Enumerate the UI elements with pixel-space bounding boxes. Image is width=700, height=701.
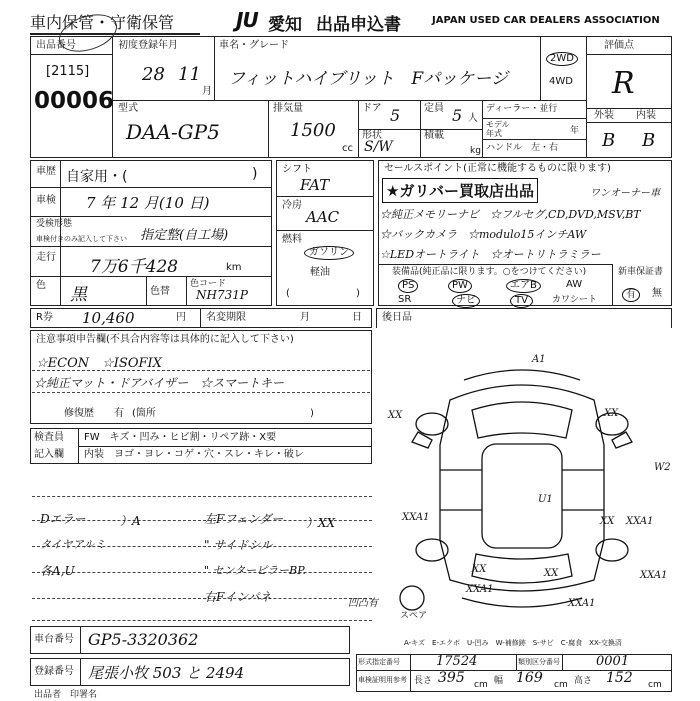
exhibitor-label: 出品者 印署名 <box>34 690 98 700</box>
inspection-label: 車検 <box>36 195 56 206</box>
equip-navi: ナビ <box>452 294 480 308</box>
damage-mark-left-rear-wheel: XXA1 <box>466 584 494 595</box>
plate-label: 登録番号 <box>34 666 74 677</box>
interior-score: B <box>642 130 656 151</box>
car-damage-diagram <box>372 340 672 630</box>
shift-value: FAT <box>300 176 330 194</box>
color-code-value: NH731P <box>196 288 248 302</box>
recycle-unit: 円 <box>176 312 186 323</box>
remark-5: タイヤアルミ <box>40 538 106 551</box>
remark-4: ）XX <box>306 516 336 530</box>
fuel-gasoline: ガソリン <box>304 246 354 260</box>
damage-mark-right-side: W2 <box>654 462 671 473</box>
plate-value: 尾張小牧 503 と 2494 <box>88 664 245 682</box>
repair-label: 修復歴 <box>64 408 94 419</box>
selling-label: セールスポイント(正常に機能するものに限ります) <box>384 163 611 174</box>
damage-legend: A-キズ E-エクボ U-凹み W-補修跡 S-サビ C-腐食 XX-交換済 <box>404 639 622 647</box>
repair-has: 有 <box>114 408 124 419</box>
class-value: 0001 <box>596 654 630 669</box>
class-label: 類別区分番号 <box>518 658 560 666</box>
equip-ps: PS <box>398 279 418 293</box>
car-name-label: 車名・グレード <box>219 40 289 51</box>
equip-tv: TV <box>510 294 533 308</box>
color-value: 黒 <box>70 285 87 305</box>
chassis-label: 車台番号 <box>34 634 74 645</box>
interior-label: 内装 <box>636 110 656 121</box>
type-value: 17524 <box>436 654 478 669</box>
spare-label: スペア <box>400 611 428 621</box>
handle-label: ハンドル 左・右 <box>486 143 559 153</box>
notes-line-2: ☆純正マット・ドアバイザー ☆スマートキー <box>34 376 284 390</box>
repair-close: ) <box>310 408 314 419</box>
remark-8: " センターピラーBP. <box>204 564 306 577</box>
lot-number: 00006 <box>34 88 115 114</box>
shape-label: 形状 <box>362 130 382 141</box>
cc-unit: cc <box>342 143 353 154</box>
month-unit: 月 <box>202 86 212 97</box>
org-english: JAPAN USED CAR DEALERS ASSOCIATION <box>432 15 660 26</box>
equipment-label: 装備品(純正品に限ります。○をつけてください) <box>392 267 587 277</box>
exterior-label: 外装 <box>594 110 614 121</box>
equip-pw: PW <box>448 279 472 293</box>
cooling-label: 冷房 <box>282 200 302 211</box>
ju-logo: JU <box>236 8 258 32</box>
damage-mark-right-front-wheel: XX <box>604 408 619 419</box>
type-label: 形式指定番号 <box>358 658 400 666</box>
inspection-value: 7 年 12 月(10 日) <box>86 194 210 212</box>
mileage-label: 走行 <box>36 252 56 263</box>
color-change-label: 色替 <box>150 286 170 297</box>
fuel-paren-close: ) <box>356 288 360 299</box>
history-close: ) <box>252 166 258 182</box>
remark-1: Dエラー <box>40 512 86 526</box>
model-value: DAA-GP5 <box>126 120 220 144</box>
damage-mark-front: A1 <box>532 354 546 365</box>
history-value: 自家用・( <box>66 169 128 185</box>
rating-label: 評価点 <box>604 40 634 51</box>
shift-label: シフト <box>282 164 312 175</box>
remark-7: 各A,U <box>40 564 75 578</box>
damage-mark-left-door: XXA1 <box>402 512 430 523</box>
selling-note-2: ☆バックカメラ ☆modulo15インチAW <box>380 228 587 241</box>
remark-9: 右Fインパネ <box>204 590 284 604</box>
warranty-label: 新車保証書 <box>618 267 664 277</box>
lot-sub-number: [2115] <box>46 64 90 79</box>
color-code-label: 色コード <box>190 279 227 289</box>
length-label: 長さ <box>414 676 433 686</box>
doors-value: 5 <box>390 106 401 125</box>
dealer-label: ディーラー・並行 <box>486 104 558 114</box>
doors-label: ドア <box>362 103 382 114</box>
load-label: 積載 <box>424 130 444 141</box>
damage-mark-rear-center: XX <box>544 568 559 579</box>
capacity-unit: 人 <box>468 113 478 124</box>
length-unit: cm <box>474 680 488 690</box>
remark-10: 凹凸有 <box>348 598 378 609</box>
selling-main-point: ★ガリバー買取店出品 <box>382 178 538 203</box>
damage-mark-right-rear: XXA1 <box>626 516 654 527</box>
name-change-day: 日 <box>352 312 362 323</box>
height-label: 高さ <box>574 676 593 686</box>
damage-mark-right-door: XX <box>600 516 615 527</box>
name-change-label: 名変期限 <box>206 312 246 323</box>
storage-title: 車内保管・守衛保管 <box>30 13 175 32</box>
cert-label: 車検証明用参考 <box>358 676 407 684</box>
width-label: 幅 <box>494 676 504 686</box>
fuel-paren-open: ( <box>286 288 290 299</box>
equip-aw: AW <box>566 279 583 290</box>
displacement-value: 1500 <box>290 120 336 141</box>
drive-2wd: 2WD <box>546 52 578 66</box>
first-reg-month: 11 <box>178 64 201 85</box>
displacement-label: 排気量 <box>273 103 303 114</box>
inspector-fw-row: FW キズ・凹み・ヒビ割・リペア跡・X要 <box>84 432 277 443</box>
selling-one-owner: ワンオーナー車 <box>590 188 660 199</box>
damage-mark-right-rear-wheel: XXA1 <box>640 570 668 581</box>
remark-6: " サイドシル <box>204 538 273 552</box>
color-label: 色 <box>36 280 46 291</box>
damage-mark-left-rear: XX <box>472 564 487 575</box>
form-title: 出品申込書 <box>316 15 401 35</box>
shape-value: S/W <box>364 139 393 155</box>
capacity-label: 定員 <box>424 103 444 114</box>
lot-label: 出品番号 <box>36 40 76 51</box>
height-unit: cm <box>648 680 662 690</box>
post-item-label: 後日品 <box>382 312 412 323</box>
acceptance-value: 指定整(自工場) <box>140 228 229 243</box>
selling-note-1: ☆純正メモリーナビ ☆フルセグ,CD,DVD,MSV,BT <box>380 208 641 221</box>
equip-airbag: エアB <box>506 279 541 293</box>
width-unit: cm <box>554 680 568 690</box>
org-name: 愛知 <box>268 15 302 35</box>
notes-line-1: ☆ECON ☆ISOFIX <box>36 356 162 371</box>
exterior-score: B <box>602 130 616 151</box>
first-reg-label: 初度登録年月 <box>118 40 178 51</box>
damage-mark-left-front-wheel: XX <box>388 410 403 421</box>
repair-location: (箇所 <box>132 408 156 419</box>
cooling-value: AAC <box>306 208 340 226</box>
equip-leather: カワシート <box>552 295 598 305</box>
inspector-label-1: 検査員 <box>34 432 64 443</box>
fuel-diesel: 軽油 <box>310 267 330 278</box>
selling-note-3: ☆LEDオートライト ☆オートリトラミラー <box>380 248 601 261</box>
acceptance-note: 車検付きのみ記入して下さい <box>36 235 127 243</box>
recycle-value: 10,460 <box>82 309 135 327</box>
history-label: 車歴 <box>36 166 56 177</box>
rating-score: R <box>612 66 635 101</box>
equip-sr: SR <box>398 294 412 305</box>
model-year-label: モデル年式 <box>486 120 510 138</box>
load-unit: kg <box>470 146 481 156</box>
width-value: 169 <box>516 670 543 686</box>
inspector-label-2: 記入欄 <box>34 449 64 460</box>
name-change-month: 月 <box>300 312 310 323</box>
length-value: 395 <box>438 670 465 686</box>
warranty-no: 無 <box>652 288 662 299</box>
acceptance-label: 受検形態 <box>36 219 73 229</box>
damage-mark-roof: U1 <box>538 494 553 505</box>
warranty-yes: 有 <box>622 288 640 302</box>
fuel-label: 燃料 <box>282 234 302 245</box>
remark-2: ）A <box>120 514 141 528</box>
capacity-value: 5 <box>452 106 463 125</box>
model-label: 型式 <box>118 103 138 114</box>
damage-mark-rear-bumper: XXA1 <box>568 598 596 609</box>
car-name-value: フィットハイブリット Fパッケージ <box>228 69 508 89</box>
height-value: 152 <box>606 670 633 686</box>
km-unit: km <box>226 262 242 273</box>
inspector-interior-row: 内装 ヨゴ・ヨレ・コゲ・穴・スレ・キレ・破レ <box>84 449 304 460</box>
first-reg-year: 28 <box>142 64 165 85</box>
drive-4wd: 4WD <box>549 76 573 87</box>
recycle-label: R券 <box>36 312 53 323</box>
mileage-value: 7万6千428 <box>90 257 179 277</box>
chassis-value: GP5-3320362 <box>88 630 199 649</box>
year-unit: 年 <box>570 126 580 136</box>
remark-3: 左Fフェンダー <box>204 512 284 526</box>
notes-label: 注意事項申告欄(不具合内容等は具体的に記入して下さい) <box>36 334 294 345</box>
